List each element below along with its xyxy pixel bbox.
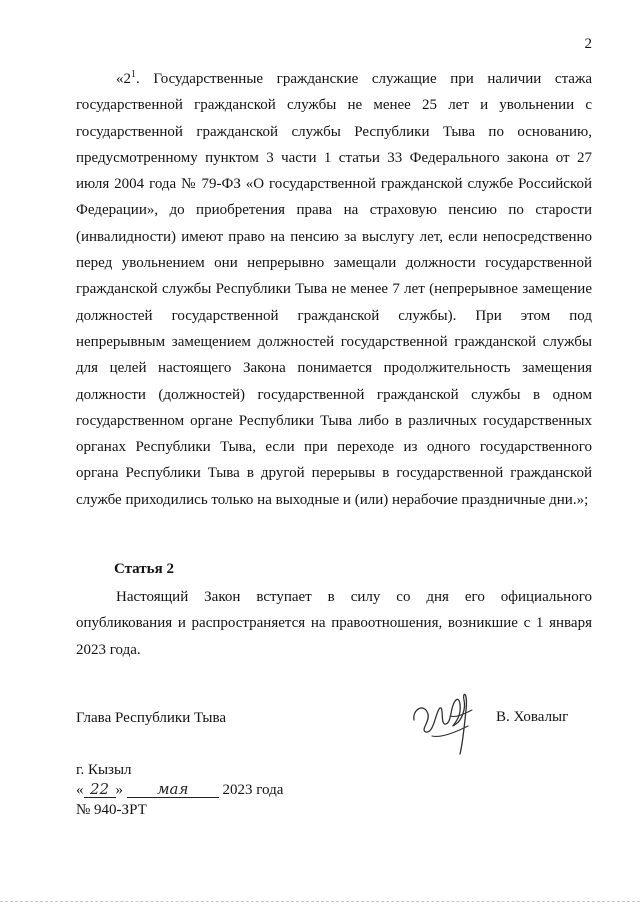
- page-bottom-edge: [0, 901, 640, 902]
- page-number: 2: [584, 36, 592, 52]
- article-2-paragraph: Настоящий Закон вступает в силу со дня его официального опубликования и распространяется на правоотношения, возникшие с 1 января 2023 года.: [76, 589, 592, 658]
- signatory-name: В. Ховалыг: [496, 709, 569, 725]
- article-2-title: Статья 2: [114, 561, 174, 577]
- article-2-block: [76, 584, 592, 663]
- signatory-position: Глава Республики Тыва: [76, 710, 227, 726]
- date-day: 22: [84, 781, 116, 798]
- amendment-text: . Государственные гражданские служащие при наличии стажа государственной гражданской службы не менее 25 лет и увольнении с государственной гражданской службы Республики Тыва по основанию, предусмотренному пунктом 3 части 1 статьи 33 Федерального закона от 27 июля 2004 года № 79-ФЗ «О государственной гражданской службе Российской Федерации», до приобретения права на страховую пенсию по старости (инвалидности) имеют право на пенсию за выслугу лет, если непосредственно перед увольнением они непрерывно замещали должности государственной гражданской службы Республики Тыва не менее 7 лет (непрерывное замещение должностей государственной гражданской службы). При этом под непрерывным замещением должностей государственной гражданской службы для целей настоящего Закона понимается продолжительность замещения должности (должностей) государственной гражданской службы в одном государственном органе Республики Тыва либо в различных государственных органах Республики Тыва, если при переходе из одного государственного органа Республики Тыва в другой перерывы в государственной гражданской службе приходились только на выходные и (или) нерабочие праздничные дни.»;: [76, 71, 592, 508]
- amendment-paragraph: [76, 66, 592, 513]
- amendment-superscript: 1: [131, 69, 136, 80]
- date-open-quote: «: [76, 782, 84, 798]
- signature-row: [76, 700, 592, 760]
- city: г. Кызыл: [76, 762, 132, 778]
- handwritten-signature-icon: [406, 680, 486, 760]
- document-footer: [76, 760, 283, 820]
- date-month: мая: [127, 781, 219, 798]
- amendment-block: [76, 66, 592, 513]
- page-top-edge: [0, 0, 640, 2]
- date-year: 2023 года: [222, 782, 284, 798]
- law-number: № 940-ЗРТ: [76, 802, 147, 818]
- amendment-open: «2: [116, 71, 131, 87]
- signing-date: [76, 780, 283, 800]
- date-close-quote: »: [115, 782, 123, 798]
